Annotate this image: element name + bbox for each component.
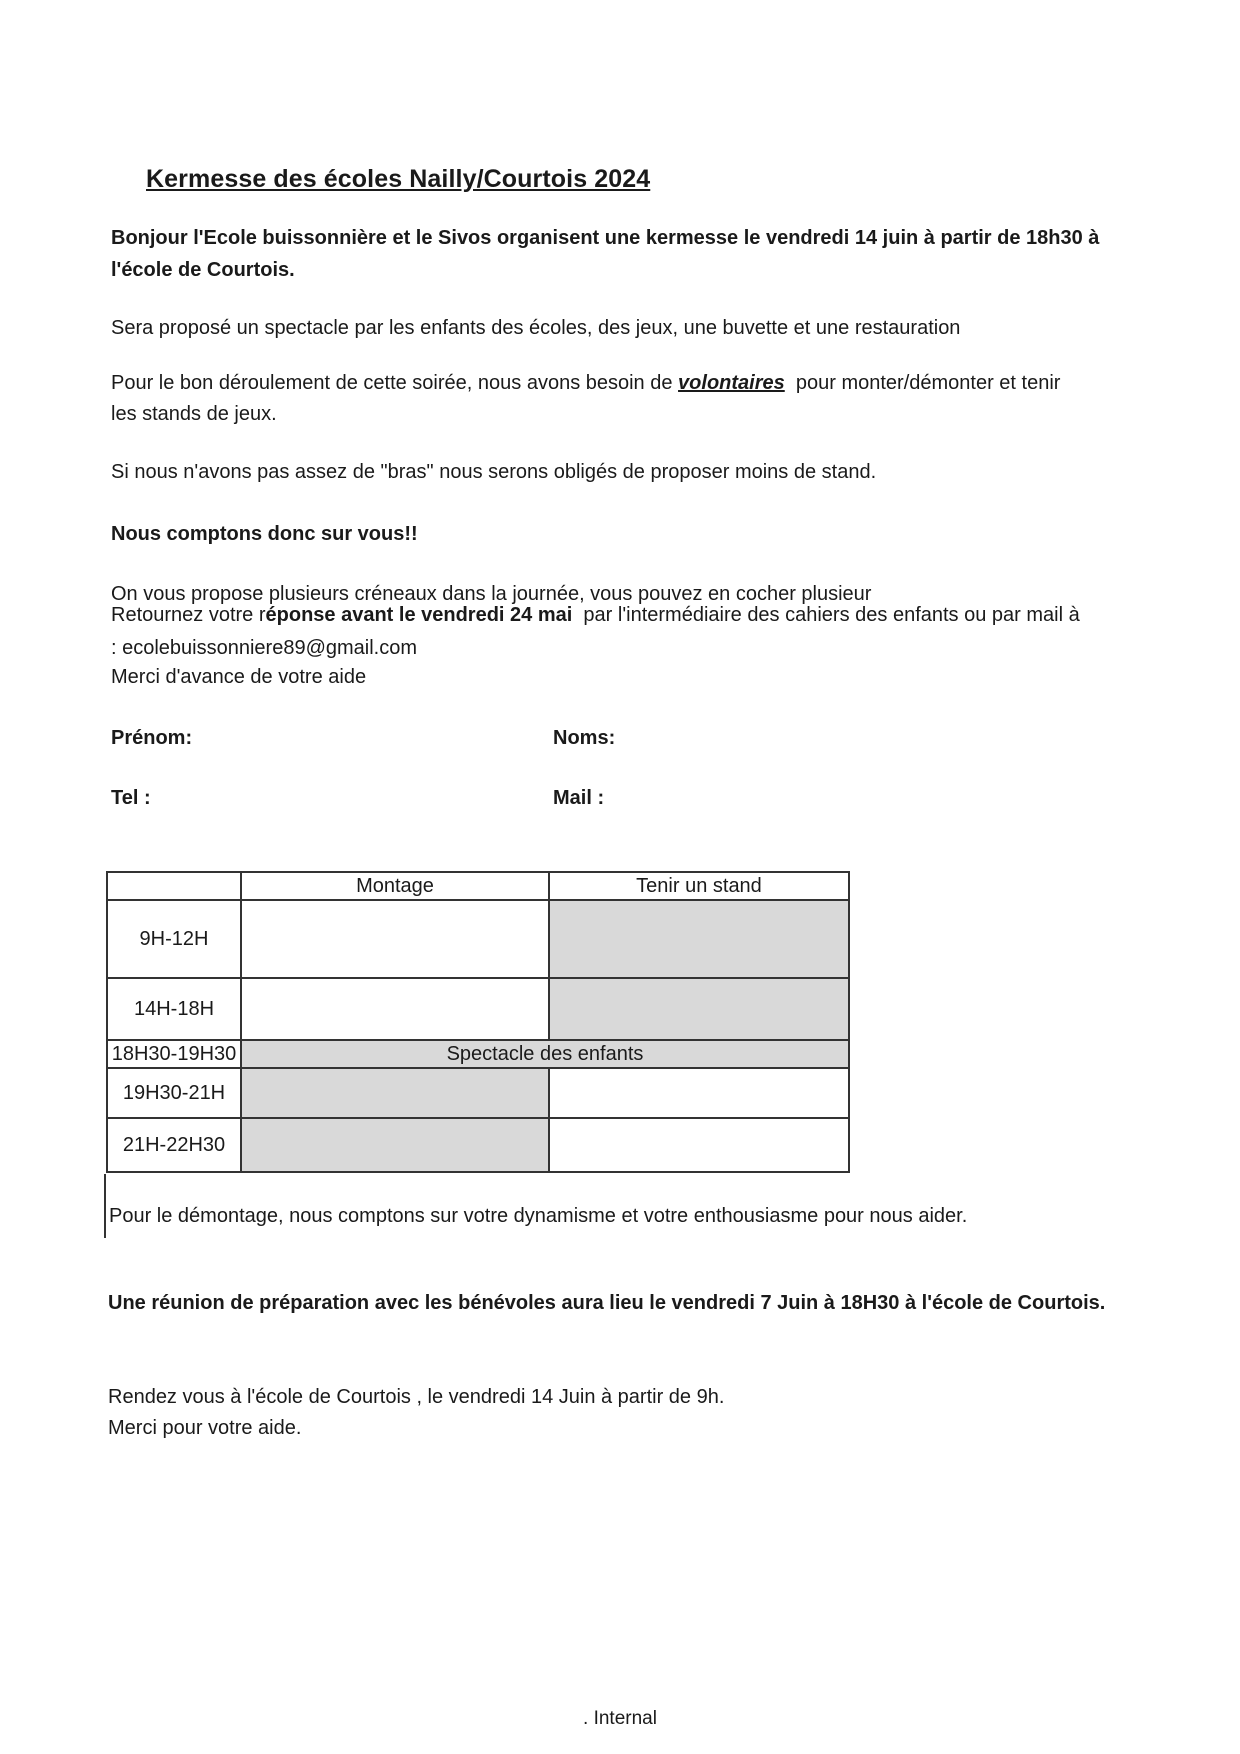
- montage-cell[interactable]: [241, 978, 549, 1040]
- montage-cell-greyed: [241, 1068, 549, 1118]
- table-row: [107, 1118, 849, 1172]
- table-left-border-extension: [104, 1174, 106, 1238]
- retour-line: [111, 601, 1080, 629]
- intro-line-1: Bonjour l'Ecole buissonnière et le Sivos organisent une kermesse le vendredi 14 juin à partir de 18h30 à: [111, 227, 1100, 249]
- montage-cell-greyed: [241, 1118, 549, 1172]
- mail-label: Mail :: [553, 787, 605, 809]
- reunion-text: Une réunion de préparation avec les bénévoles aura lieu le vendredi 7 Juin à 18H30 à l'école de Courtois.: [108, 1292, 1106, 1314]
- stand-cell-greyed: [549, 978, 849, 1040]
- table-row: [107, 1040, 849, 1068]
- merci-avance: Merci d'avance de votre aide: [111, 666, 367, 688]
- prenom-label: Prénom:: [111, 727, 193, 749]
- retour-prefix: Retournez votre r: [111, 604, 266, 626]
- table-row: [107, 900, 849, 978]
- stand-cell[interactable]: [549, 1068, 849, 1118]
- slot-label: 18H30-19H30: [107, 1040, 241, 1068]
- intro-line-2: l'école de Courtois.: [111, 259, 295, 281]
- retour-suffix: par l'intermédiaire des cahiers des enfants ou par mail à: [572, 604, 1080, 626]
- rendez-vous-text: Rendez vous à l'école de Courtois , le vendredi 14 Juin à partir de 9h.: [108, 1386, 725, 1408]
- stand-cell[interactable]: [549, 1118, 849, 1172]
- slot-label: 19H30-21H: [107, 1068, 241, 1118]
- paragraph-spectacle: Sera proposé un spectacle par les enfants des écoles, des jeux, une buvette et une restauration: [111, 317, 961, 339]
- nous-comptons: Nous comptons donc sur vous!!: [111, 523, 418, 545]
- volontaires-emphasis: volontaires: [678, 372, 785, 394]
- retour-deadline: éponse avant le vendredi 24 mai: [265, 604, 573, 626]
- merci-aide-text: Merci pour votre aide.: [108, 1417, 302, 1439]
- slot-label: 21H-22H30: [107, 1118, 241, 1172]
- volontaires-prefix: Pour le bon déroulement de cette soirée, nous avons besoin de: [111, 372, 679, 394]
- spectacle-merged-cell: Spectacle des enfants: [241, 1040, 849, 1068]
- table-row: [107, 978, 849, 1040]
- slot-label: 14H-18H: [107, 978, 241, 1040]
- creneaux-line: On vous propose plusieurs créneaux dans la journée, vous pouvez en cocher plusieur: [111, 583, 872, 605]
- schedule-table: [106, 871, 850, 1173]
- header-montage: Montage: [241, 872, 549, 900]
- montage-cell[interactable]: [241, 900, 549, 978]
- demontage-text: Pour le démontage, nous comptons sur votre dynamisme et votre enthousiasme pour nous aider.: [109, 1205, 968, 1227]
- volontaires-suffix: pour monter/démonter et tenir: [784, 372, 1061, 394]
- table-header-row: [107, 872, 849, 900]
- paragraph-volontaires-line-2: les stands de jeux.: [111, 403, 277, 425]
- header-slot: [107, 872, 241, 900]
- page-title: Kermesse des écoles Nailly/Courtois 2024: [146, 165, 651, 193]
- header-stand: Tenir un stand: [549, 872, 849, 900]
- tel-label: Tel :: [111, 787, 151, 809]
- stand-cell-greyed: [549, 900, 849, 978]
- table-row: [107, 1068, 849, 1118]
- noms-label: Noms:: [553, 727, 616, 749]
- slot-label: 9H-12H: [107, 900, 241, 978]
- footer-label: . Internal: [583, 1708, 657, 1729]
- paragraph-bras: Si nous n'avons pas assez de "bras" nous serons obligés de proposer moins de stand.: [111, 461, 877, 483]
- paragraph-volontaires: [111, 369, 1060, 397]
- email-line: : ecolebuissonniere89@gmail.com: [111, 637, 418, 659]
